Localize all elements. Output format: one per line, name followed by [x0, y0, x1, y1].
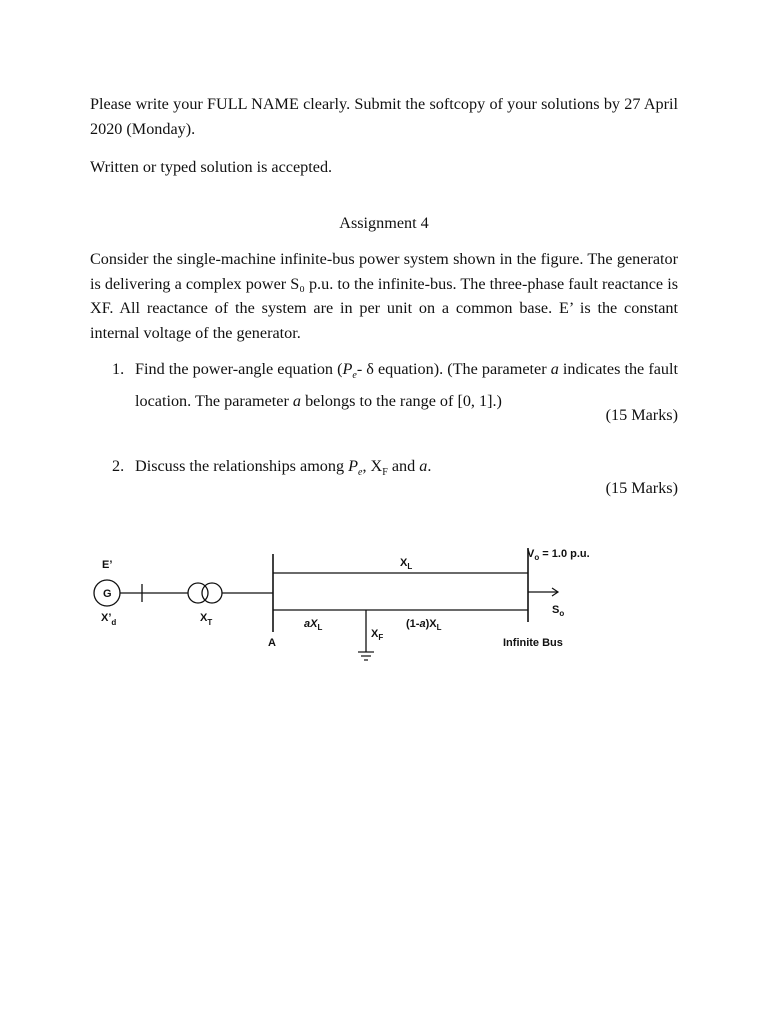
xt-label: $X_T$ — [200, 612, 213, 627]
accepted-note: Written or typed solution is accepted. — [90, 158, 333, 176]
e-prime-label: E’ — [102, 559, 113, 571]
so-label: $S_o$ — [552, 604, 565, 618]
question-1-text: Find the power-angle equation ($P_e-$ δ equation). (The parameter a indicates the fault location. The parameter a belongs to the range of [0, 1].) — [135, 360, 678, 410]
vo-label: $V_o = 1.0$ p.u. — [527, 548, 590, 562]
question-2-marks: (15 Marks) — [605, 479, 678, 497]
xl-top-label: $X_L$ — [400, 557, 413, 571]
generator-label: G — [103, 588, 112, 600]
xf-label: $X_F$ — [371, 628, 384, 642]
axl-label: $aX_L$ — [304, 618, 323, 632]
bus-a-label: A — [268, 637, 276, 649]
one-minus-a-label: $(1-a)X_L$ — [406, 618, 442, 632]
xd-label: $X’_d$ — [101, 612, 117, 627]
question-2-number: 2. — [112, 457, 125, 475]
problem-statement: Consider the single-machine infinite-bus power system shown in the figure. The generator is delivering a complex power S₀ p.u. to the infinite-bus. The three-phase fault reactance is XF. All reactance of the system are in per unit on a common base. E’ is the constant internal voltage of the generator. — [90, 250, 678, 342]
question-1-number: 1. — [112, 360, 125, 378]
infinite-bus-label: Infinite Bus — [503, 637, 563, 649]
power-system-diagram — [0, 540, 768, 680]
instructions-text: Please write your FULL NAME clearly. Submit the softcopy of your solutions by 27 April 2020 (Monday). — [90, 95, 678, 138]
assignment-title: Assignment 4 — [339, 214, 429, 232]
question-1-marks: (15 Marks) — [605, 406, 678, 424]
question-2-text: Discuss the relationships among $P_e$, $X_F$ and a. — [135, 457, 432, 479]
transformer-secondary-coil — [202, 583, 222, 603]
